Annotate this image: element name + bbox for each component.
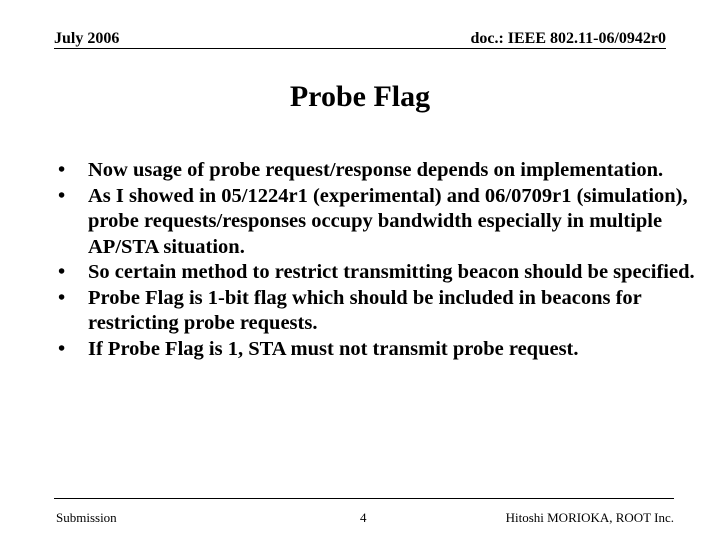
- bullet-text: Now usage of probe request/response depends on implementation.: [88, 159, 664, 181]
- bullet-text: As I showed in 05/1224r1 (experimental) and 06/0709r1 (simulation), probe requests/responses occupy bandwidth especially in multiple AP/STA situation.: [88, 184, 688, 258]
- bullet-dot: •: [58, 286, 66, 309]
- bullet-text: Probe Flag is 1-bit flag which should be included in beacons for restricting probe requests.: [88, 286, 642, 334]
- header-doc-id: doc.: IEEE 802.11-06/0942r0: [470, 30, 666, 47]
- bullet-item: [58, 260, 698, 286]
- bullet-dot: •: [58, 337, 66, 360]
- header-date: July 2006: [54, 30, 120, 47]
- bullet-item: [58, 184, 698, 261]
- bullet-item: [58, 286, 698, 337]
- bullet-dot: •: [58, 261, 66, 283]
- bullet-list: [58, 158, 698, 362]
- bullet-text: If Probe Flag is 1, STA must not transmit probe request.: [88, 337, 579, 360]
- footer-author: Hitoshi MORIOKA, ROOT Inc.: [505, 510, 674, 525]
- bullet-item: [58, 337, 698, 363]
- bullet-dot: •: [58, 159, 66, 181]
- slide-header: [54, 28, 666, 49]
- footer-submission: Submission: [56, 510, 117, 525]
- slide-footer: [54, 498, 674, 525]
- bullet-text: So certain method to restrict transmitting beacon should be specified.: [88, 261, 695, 283]
- bullet-dot: •: [58, 184, 66, 207]
- slide-title: Probe Flag: [289, 80, 431, 113]
- bullet-item: [58, 158, 698, 184]
- footer-page-number: 4: [360, 510, 367, 525]
